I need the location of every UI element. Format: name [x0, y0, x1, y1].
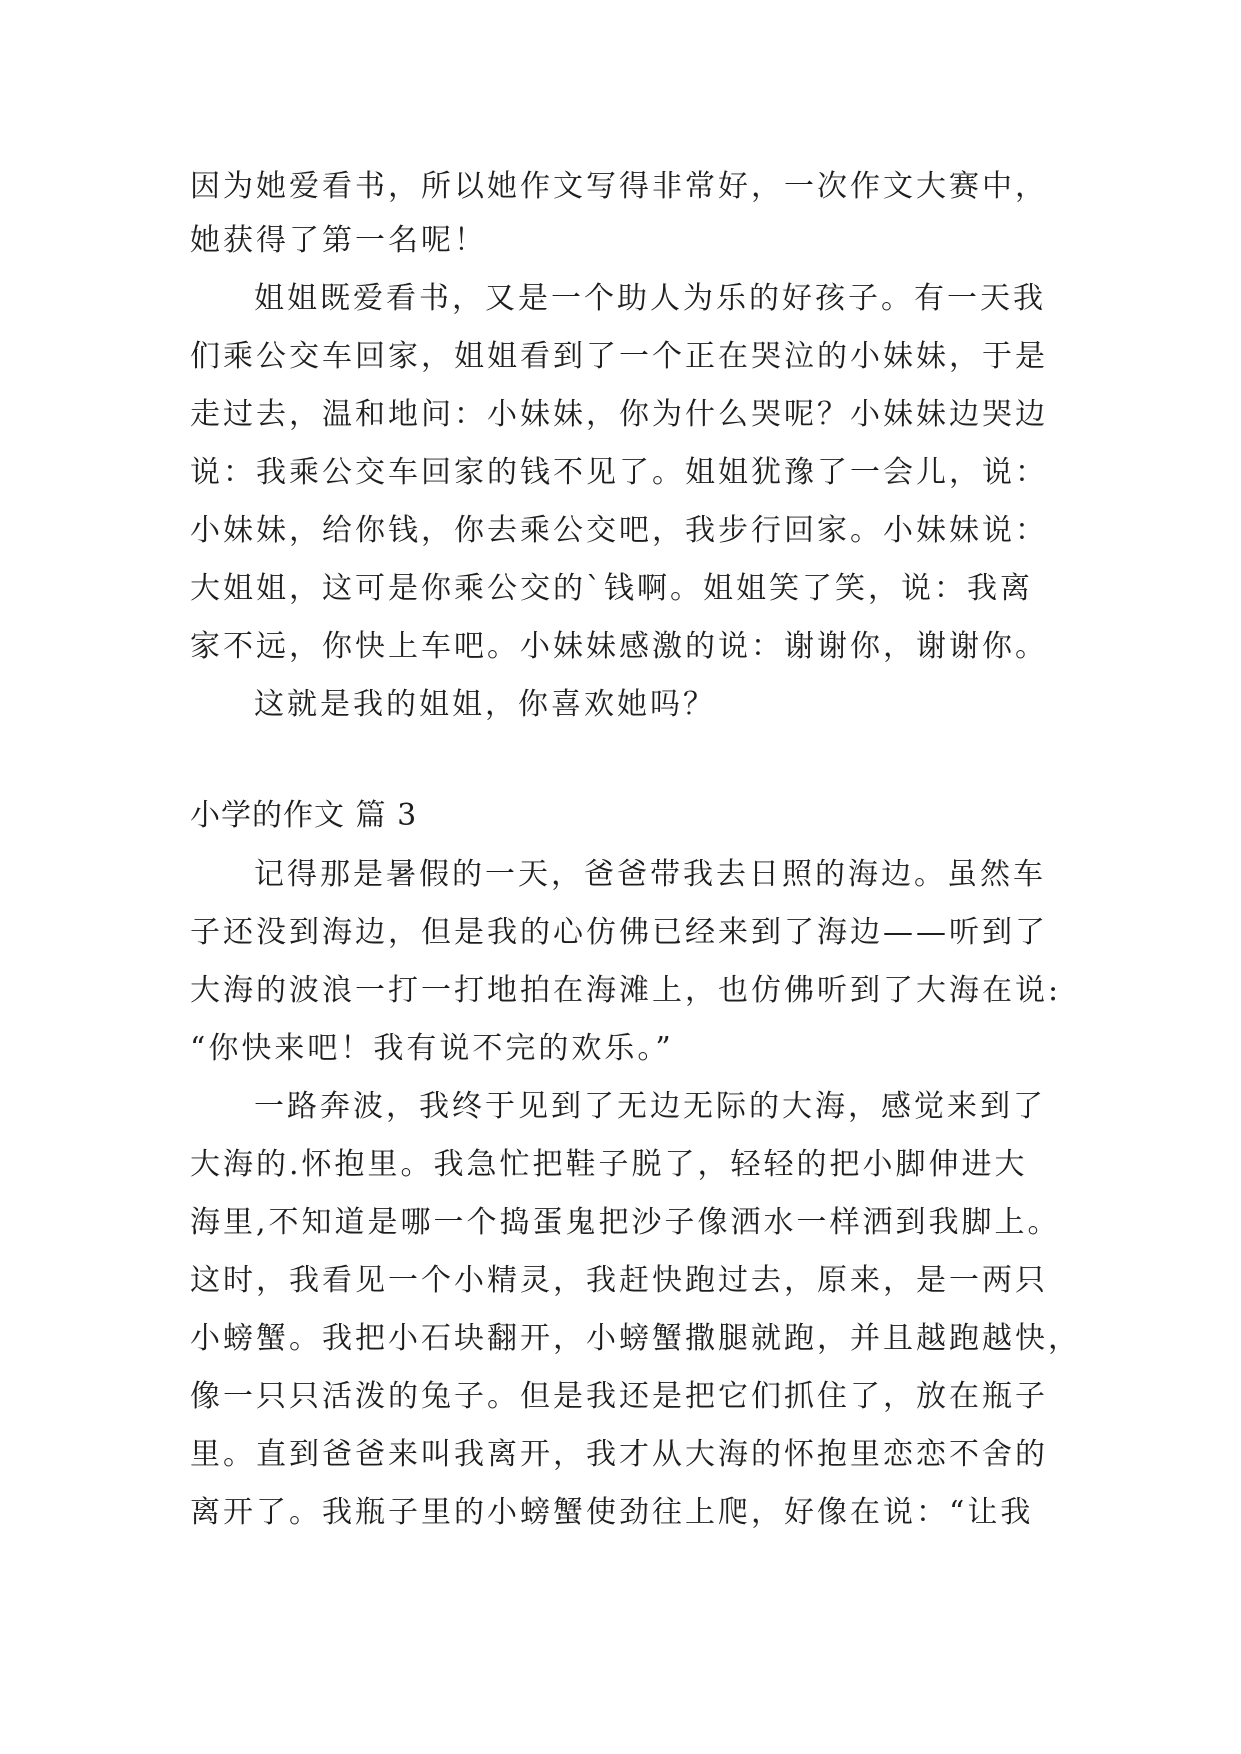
text-line: 因为她爱看书，所以她作文写得非常好，一次作文大赛中，	[190, 169, 1048, 204]
text-line: 海里,不知道是哪一个捣蛋鬼把沙子像洒水一样洒到我脚上。	[190, 1205, 1061, 1240]
section-heading: 小学的作文 篇 3	[190, 798, 418, 833]
text-line: 小螃蟹。我把小石块翻开，小螃蟹撒腿就跑，并且越跑越快，	[190, 1321, 1081, 1356]
text-line: 走过去，温和地问：小妹妹，你为什么哭呢？小妹妹边哭边	[190, 397, 1048, 432]
text-line: 离开了。我瓶子里的小螃蟹使劲往上爬，好像在说：“让我	[190, 1495, 1034, 1530]
paragraph-start: 这就是我的姐姐，你喜欢她吗？	[254, 687, 716, 722]
text-line: 里。直到爸爸来叫我离开，我才从大海的怀抱里恋恋不舍的	[190, 1437, 1048, 1472]
text-line: 大姐姐，这可是你乘公交的`钱啊。姐姐笑了笑，说：我离	[190, 571, 1033, 606]
text-line: 大海的.怀抱里。我急忙把鞋子脱了，轻轻的把小脚伸进大	[190, 1147, 1028, 1182]
text-line: “你快来吧！我有说不完的欢乐。”	[190, 1031, 674, 1066]
text-line: 像一只只活泼的兔子。但是我还是把它们抓住了，放在瓶子	[190, 1379, 1048, 1414]
text-line: 小妹妹，给你钱，你去乘公交吧，我步行回家。小妹妹说：	[190, 513, 1048, 548]
paragraph-start: 一路奔波，我终于见到了无边无际的大海，感觉来到了	[254, 1089, 1046, 1124]
paragraph-start: 姐姐既爱看书，又是一个助人为乐的好孩子。有一天我	[254, 281, 1046, 316]
text-line: 说：我乘公交车回家的钱不见了。姐姐犹豫了一会儿，说：	[190, 455, 1048, 490]
paragraph-start: 记得那是暑假的一天，爸爸带我去日照的海边。虽然车	[254, 857, 1046, 892]
text-line: 这时，我看见一个小精灵，我赶快跑过去，原来，是一两只	[190, 1263, 1048, 1298]
text-line: 大海的波浪一打一打地拍在海滩上，也仿佛听到了大海在说:	[190, 973, 1062, 1008]
text-line: 们乘公交车回家，姐姐看到了一个正在哭泣的小妹妹，于是	[190, 339, 1048, 374]
text-line: 她获得了第一名呢！	[190, 223, 487, 258]
text-line: 家不远，你快上车吧。小妹妹感激的说：谢谢你，谢谢你。	[190, 629, 1048, 664]
text-line: 子还没到海边，但是我的心仿佛已经来到了海边——听到了	[190, 915, 1048, 950]
